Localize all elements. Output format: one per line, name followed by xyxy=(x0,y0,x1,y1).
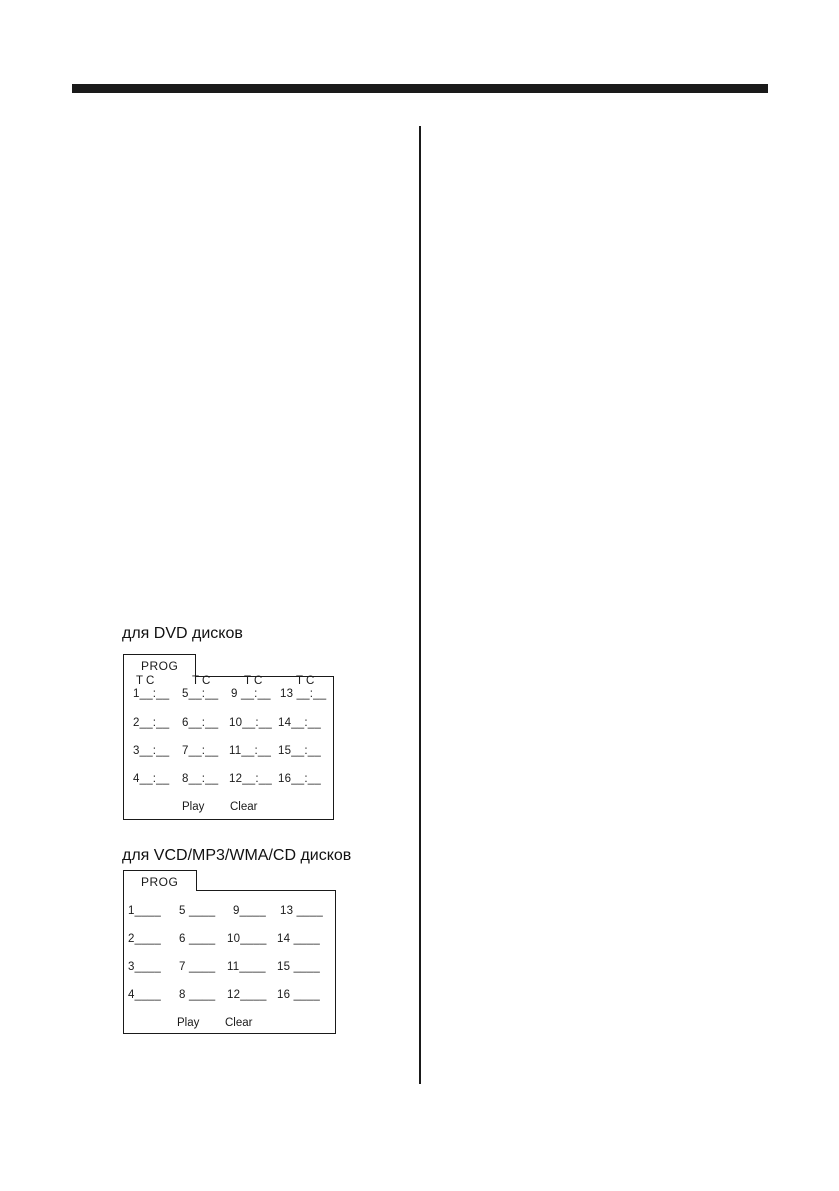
column-divider xyxy=(419,126,421,1084)
vcd-slot-8[interactable]: 8 ____ xyxy=(179,989,216,1001)
vcd-slot-14[interactable]: 14 ____ xyxy=(277,933,320,945)
vcd-slot-6[interactable]: 6 ____ xyxy=(179,933,216,945)
dvd-slot-5[interactable]: 5__:__ xyxy=(182,688,219,700)
vcd-prog-tab[interactable] xyxy=(123,870,197,891)
dvd-slot-9[interactable]: 9 __:__ xyxy=(231,688,271,700)
dvd-slot-15[interactable]: 15__:__ xyxy=(278,745,321,757)
vcd-slot-13[interactable]: 13 ____ xyxy=(280,905,323,917)
vcd-caption: для VCD/MP3/WMA/CD дисков xyxy=(122,847,352,864)
vcd-program-panel xyxy=(123,870,336,1034)
dvd-slot-11[interactable]: 11__:__ xyxy=(229,745,272,757)
dvd-slot-16[interactable]: 16__:__ xyxy=(278,773,321,785)
vcd-slot-5[interactable]: 5 ____ xyxy=(179,905,216,917)
dvd-tc-header-2: T C xyxy=(192,675,211,687)
dvd-program-panel xyxy=(123,654,334,820)
top-rule xyxy=(72,84,768,93)
vcd-clear-button[interactable]: Clear xyxy=(225,1017,253,1029)
dvd-tc-header-1: T C xyxy=(136,675,155,687)
dvd-slot-8[interactable]: 8__:__ xyxy=(182,773,219,785)
dvd-caption: для DVD дисков xyxy=(122,625,243,642)
dvd-slot-3[interactable]: 3__:__ xyxy=(133,745,170,757)
dvd-slot-14[interactable]: 14__:__ xyxy=(278,717,321,729)
vcd-slot-4[interactable]: 4____ xyxy=(128,989,161,1001)
vcd-slot-7[interactable]: 7 ____ xyxy=(179,961,216,973)
dvd-slot-2[interactable]: 2__:__ xyxy=(133,717,170,729)
vcd-prog-tab-label: PROG xyxy=(141,875,179,889)
vcd-slot-9[interactable]: 9____ xyxy=(233,905,266,917)
vcd-slot-2[interactable]: 2____ xyxy=(128,933,161,945)
dvd-tc-header-4: T C xyxy=(296,675,315,687)
dvd-prog-tab-label: PROG xyxy=(141,659,179,673)
dvd-prog-tab[interactable] xyxy=(123,654,196,677)
vcd-slot-15[interactable]: 15 ____ xyxy=(277,961,320,973)
dvd-slot-4[interactable]: 4__:__ xyxy=(133,773,170,785)
dvd-slot-13[interactable]: 13 __:__ xyxy=(280,688,327,700)
dvd-slot-1[interactable]: 1__:__ xyxy=(133,688,170,700)
vcd-play-button[interactable]: Play xyxy=(177,1017,200,1029)
dvd-clear-button[interactable]: Clear xyxy=(230,801,258,813)
vcd-slot-11[interactable]: 11____ xyxy=(227,961,266,973)
dvd-slot-6[interactable]: 6__:__ xyxy=(182,717,219,729)
vcd-slot-12[interactable]: 12____ xyxy=(227,989,267,1001)
dvd-slot-10[interactable]: 10__:__ xyxy=(229,717,272,729)
vcd-slot-10[interactable]: 10____ xyxy=(227,933,267,945)
dvd-tc-header-3: T C xyxy=(244,675,263,687)
dvd-slot-7[interactable]: 7__:__ xyxy=(182,745,219,757)
vcd-slot-3[interactable]: 3____ xyxy=(128,961,161,973)
dvd-play-button[interactable]: Play xyxy=(182,801,205,813)
vcd-slot-16[interactable]: 16 ____ xyxy=(277,989,320,1001)
dvd-slot-12[interactable]: 12__:__ xyxy=(229,773,272,785)
vcd-slot-1[interactable]: 1____ xyxy=(128,905,161,917)
